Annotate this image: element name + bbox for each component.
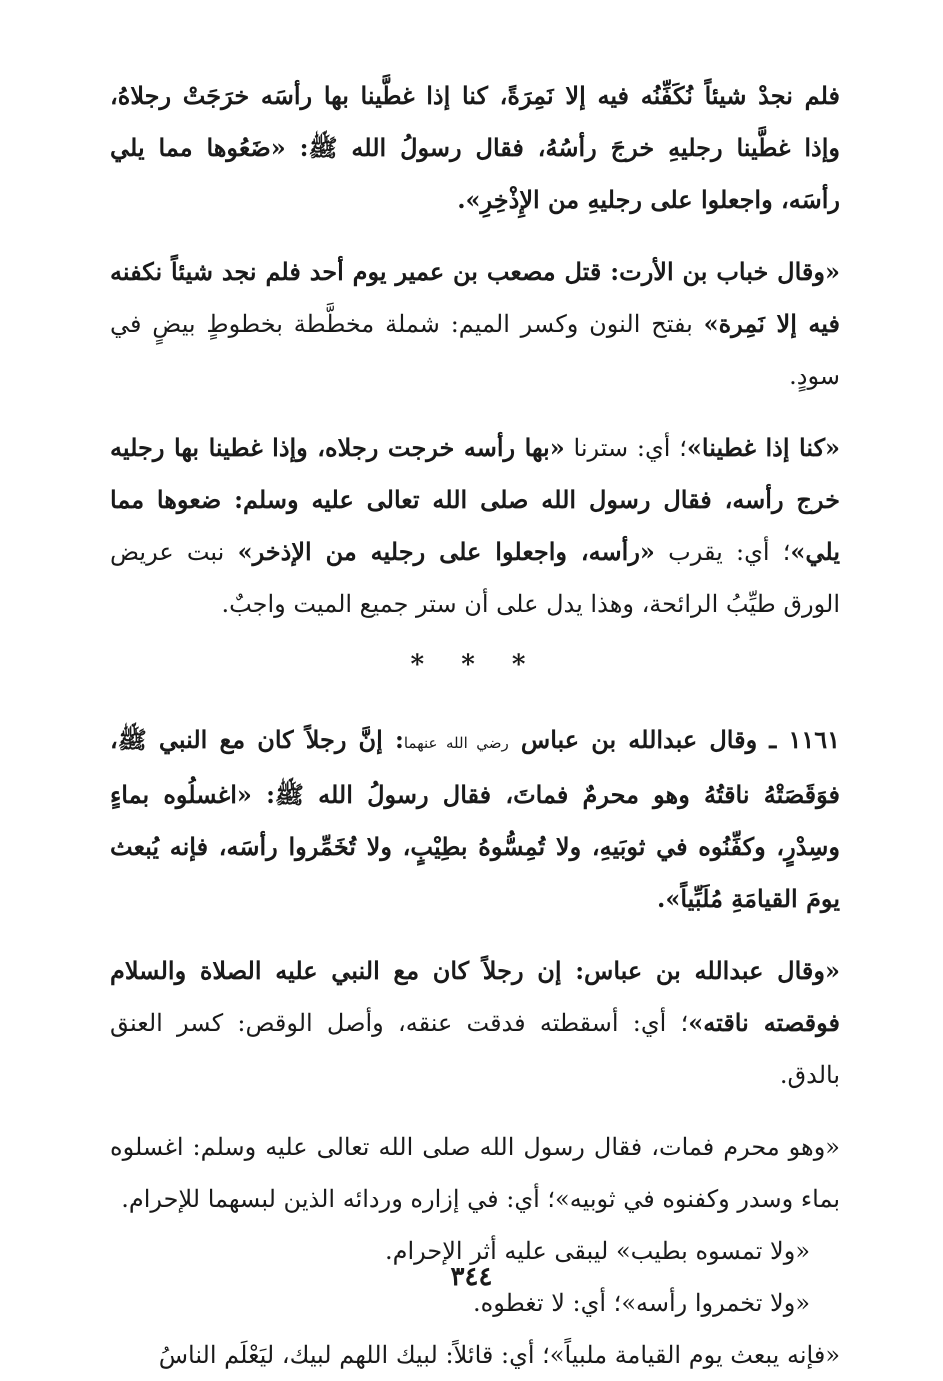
quoted-text: «كنا إذا غطينا» xyxy=(686,433,841,462)
hadith-text: : إنَّ رجلاً كان مع النبي ﷺ، فوَقَصَتْهُ ناقتُهُ وهو محرمٌ فماتَ، فقال رسولُ الله ﷺ: «اغسلُوه بماءٍ وسِدْرٍ، وكفِّنُوه في ثوبَيهِ، ولا تُمِسُّوهُ بطِيْبٍ، ولا تُخَمِّروا رأسَه، فإنه يُبعث يومَ القيامَةِ مُلَبِّياً». xyxy=(110,725,841,913)
commentary-text: ؛ أي: في إزاره وردائه الذين لبسهما للإحرام. xyxy=(121,1185,556,1213)
hadith-number: ١١٦١ ـ xyxy=(769,725,840,754)
commentary-text: بفتح النون وكسر الميم: شملة مخطَّطة بخطوطٍ بيضٍ في سودٍ. xyxy=(110,310,840,390)
commentary-text: نبت عريض الورق طيِّبُ الرائحة، وهذا يدل على أن ستر جميع الميت واجبٌ. xyxy=(110,538,840,618)
honorific-text: رضي الله عنهما xyxy=(403,734,509,752)
quoted-text: «وقال عبدالله بن عباس: إن رجلاً كان مع النبي عليه الصلاة والسلام فوقصته ناقته» xyxy=(110,956,840,1037)
quoted-text: «فإنه يبعث يوم القيامة ملبياً» xyxy=(549,1341,840,1369)
commentary-text: ؛ أي: أسقطته فدقت عنقه، وأصل الوقص: كسر العنق بالدق. xyxy=(110,1009,840,1089)
quoted-text: «وقال خباب بن الأرت: قتل مصعب بن عمير يوم أحد فلم نجد شيئاً نكفنه فيه إلا نَمِرة» xyxy=(110,257,840,338)
paragraph-commentary-resurrection xyxy=(110,1329,840,1381)
quoted-text: «بها رأسه خرجت رجلاه، وإذا غطينا بها رجليه خرج رأسه، فقال رسول الله صلى الله تعالى عليه وسلم: ضعوها مما يلي» xyxy=(110,433,841,566)
hadith-text: وقال عبدالله بن عباس xyxy=(508,725,770,754)
commentary-text: ؛ أي: يقرب xyxy=(654,538,791,566)
commentary-text: ؛ أي: سترنا xyxy=(564,434,687,462)
section-divider: * * * xyxy=(410,650,540,680)
paragraph-commentary-ibn-abbas xyxy=(110,945,840,1101)
commentary-text: ليبقى عليه أثر الإحرام. xyxy=(384,1237,616,1265)
quoted-text: «وهو محرم فمات، فقال رسول الله صلى الله تعالى عليه وسلم: اغسلوه بماء وسدر وكفنوه في ثوبيه» xyxy=(110,1133,840,1213)
paragraph-hadith-text xyxy=(110,70,840,226)
commentary-text: ؛ أي: قائلاً: لبيك اللهم لبيك، ليَعْلَم الناسُ xyxy=(158,1341,550,1369)
page-body xyxy=(110,70,840,1381)
paragraph-commentary-washing xyxy=(110,1121,840,1225)
paragraph-commentary-khabbab xyxy=(110,246,840,402)
paragraph-hadith-1161 xyxy=(110,714,840,925)
quoted-text: «ولا تمسوه بطيب» xyxy=(615,1237,810,1265)
commentary-text: ؛ أي: لا تغطوه. xyxy=(473,1289,622,1317)
hadith-text: فلم نجدْ شيئاً نُكَفِّنُه فيه إلا نَمِرَةً، كنا إذا غطَّينا بها رأسَه خرَجَتْ رجلاهُ، وإذا غطَّينا رجليهِ خرجَ رأسُهُ، فقال رسولُ الله ﷺ: «ضَعُوها مما يلي رأسَه، واجعلوا على رجليهِ من الإِذْخِرِ». xyxy=(110,81,840,214)
quoted-text: «ولا تخمروا رأسه» xyxy=(621,1289,810,1317)
paragraph-commentary-covering xyxy=(110,422,840,630)
page-number: ٣٤٤ xyxy=(450,1262,493,1292)
quoted-text: «رأسه، واجعلوا على رجليه من الإذخر» xyxy=(237,537,655,566)
